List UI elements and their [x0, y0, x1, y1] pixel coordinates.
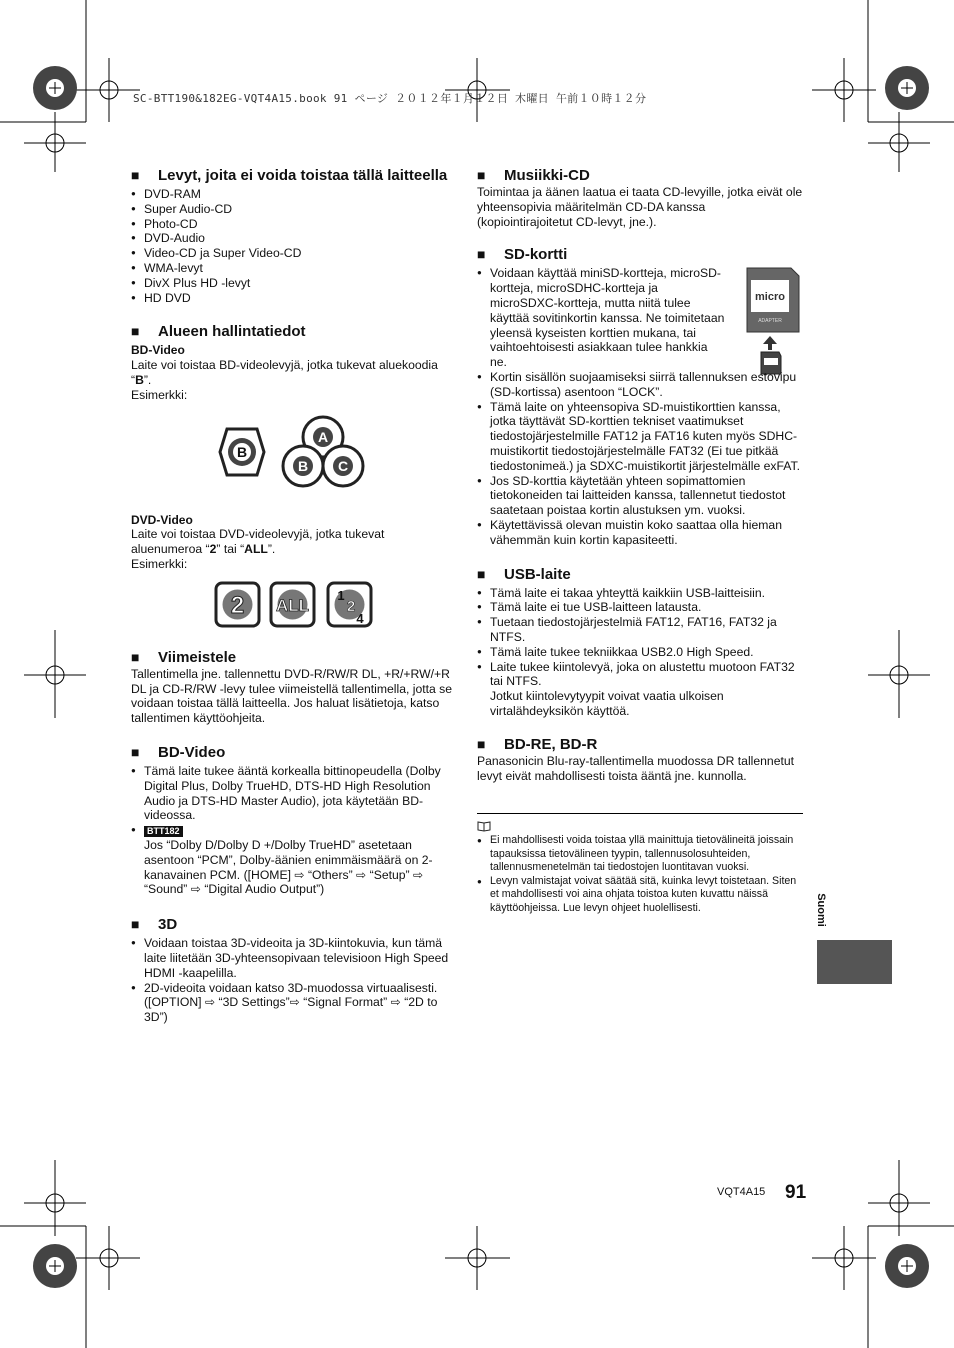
- list-item: ● Käytettävissä olevan muistin koko saattaa olla hieman vähemmän kuin kortin kapasiteetti.: [477, 518, 803, 548]
- notes-list: [477, 834, 803, 915]
- bd-region-text: Laite voi toistaa BD-videolevyjä, jotka tukevat aluekoodia “B”.: [131, 358, 438, 387]
- section-finalize: [131, 648, 453, 726]
- list-item: ● Voidaan käyttää miniSD-kortteja, microSD-kortteja, microSDHC-kortteja ja microSDXC-kortteja, mutta niitä tulee käyttää sovitinkortin kanssa. Ne toimitetaan yleensä kyseisten korttien mukana, tai vaihtoehtoisesti asiakkaan tulee hankkia ne.: [477, 266, 725, 370]
- example-label: Esimerkki:: [131, 556, 188, 571]
- dvd-region-2-icon: [216, 583, 259, 626]
- list-item: ● Tämä laite tukee ääntä korkealla bittinopeudella (Dolby Digital Plus, Dolby TrueHD, DTS-HD High Resolution Audio ja DTS-HD Master Audio), jota käytetään BD-videossa.: [131, 764, 453, 823]
- card-logo: micro: [755, 291, 785, 304]
- language-tab: [817, 940, 892, 984]
- section-title: ■ Viimeistele: [131, 648, 453, 667]
- section-sd-card: [477, 245, 803, 547]
- list-item: ● Super Audio-CD: [131, 202, 453, 217]
- section-usb-device: [477, 565, 803, 719]
- bd-region-b-icon: [220, 429, 264, 475]
- section-title: ■ Musiikki-CD: [477, 166, 803, 185]
- notes-box: [477, 813, 803, 915]
- section-region-management: [131, 322, 453, 631]
- list-item-text: Jos “Dolby D/Dolby D +/Dolby TrueHD” asetetaan asentoon “PCM”, Dolby-äänien enimmäismäärä on 2-kanavainen PCM. ([HOME] ⇨ “Others” ⇨ “Setup” ⇨ “Sound” ⇨ “Digital Audio Output”): [144, 837, 433, 897]
- document-code: VQT4A15: [717, 1186, 766, 1198]
- list-item: ● 2D-videoita voidaan katso 3D-muodossa virtuaalisesti. ([OPTION] ⇨ “3D Settings”⇨ “Signal Format” ⇨ “2D to 3D”): [131, 981, 453, 1025]
- section-music-cd: [477, 166, 803, 229]
- section-unplayable-discs: [131, 166, 453, 305]
- bd-video-list: [131, 764, 453, 897]
- music-cd-text: Toimintaa ja äänen laatua ei taata CD-levyille, jotka eivät ole yhteensopivia määritelmän CD-DA kanssa (kopiointirajoitetut CD-levyt, jne.).: [477, 185, 803, 229]
- list-item: ● Laite tukee kiintolevyä, joka on alustettu muotoon FAT32 tai NTFS.: [477, 660, 803, 690]
- section-title: ■ 3D: [131, 915, 453, 934]
- adapter-label: ADAPTER: [758, 318, 782, 325]
- logo-label: 2: [230, 591, 245, 619]
- dvd-video-label: DVD-Video: [131, 512, 193, 527]
- list-item: ● Photo-CD: [131, 217, 453, 232]
- list-item: ● DVD-Audio: [131, 231, 453, 246]
- bd-re-text: Panasonicin Blu-ray-tallentimella muodossa DR tallennetut levyt eivät mahdollisesti toista ääntä jne. kunnolla.: [477, 753, 795, 783]
- dvd-region-logos: [131, 580, 453, 632]
- sd-card-adapter-image: [743, 266, 801, 376]
- section-title: ■ Alueen hallintatiedot: [131, 322, 453, 341]
- list-item: ● Video-CD ja Super Video-CD: [131, 246, 453, 261]
- left-column: [131, 166, 453, 1038]
- logo-label: 1: [337, 587, 345, 603]
- section-bd-re-r: [477, 735, 803, 784]
- section-title: ■ SD-kortti: [477, 245, 803, 264]
- list-item: ● Tämä laite ei tue USB-laitteen latausta.: [477, 600, 803, 615]
- list-item: ● Tämä laite ei takaa yhteyttä kaikkiin USB-laitteisiin.: [477, 586, 803, 601]
- dvd-region-text: Laite voi toistaa DVD-videolevyjä, jotka tukevat aluenumeroa “2” tai “ALL”.: [131, 527, 385, 557]
- finalize-text: Tallentimella jne. tallennettu DVD-R/RW/R DL, +R/+RW/+R DL ja CD-R/RW -levy tulee viimeistellä tallentimella, jotta se voidaan toistaa tällä laitteella. Jos haluat lisätietoja, katso tallentimen käyttöohjeita.: [131, 666, 453, 726]
- logo-label: ALL: [275, 595, 310, 615]
- list-item: ● Jos SD-korttia käytetään yhteen sopimattomien tietokoneiden tai laitteiden kanssa, tallennetut tiedostot saatetaan poistaa kortin alustuksen ym. vuoksi.: [477, 474, 803, 518]
- section-title: ■ Levyt, joita ei voida toistaa tällä laitteella: [131, 166, 448, 185]
- unplayable-list: [131, 187, 453, 305]
- list-item: ● DivX Plus HD -levyt: [131, 276, 453, 291]
- dvd-region-all-icon: [271, 583, 314, 626]
- section-title: ■ BD-Video: [131, 743, 453, 762]
- logo-letter: A: [317, 428, 329, 445]
- book-icon: [477, 820, 491, 832]
- list-item: ● Tämä laite tukee tekniikkaa USB2.0 High Speed.: [477, 645, 803, 660]
- logo-letter: B: [236, 443, 248, 460]
- 3d-list: [131, 936, 453, 1025]
- model-badge: BTT182: [144, 826, 183, 837]
- usb-extra-text: Jotkut kiintolevytyypit voivat vaatia ulkoisen virtalähdeyksikön käyttöä.: [490, 689, 724, 718]
- list-item: ● HD DVD: [131, 291, 453, 306]
- print-header: SC-BTT190&182EG-VQT4A15.book 91 ページ ２０１２年１月１２日 木曜日 午前１０時１２分: [133, 92, 647, 105]
- section-title: ■ USB-laite: [477, 565, 803, 584]
- bd-region-abc-icon: [283, 417, 363, 486]
- bd-region-logos: [131, 411, 453, 493]
- list-item: ● WMA-levyt: [131, 261, 453, 276]
- section-bd-video: [131, 743, 453, 897]
- page-number: 91: [785, 1182, 807, 1203]
- language-tab-label: Suomi: [814, 893, 827, 927]
- section-3d: [131, 915, 453, 1025]
- list-item: ● Kortin sisällön suojaamiseksi siirrä tallennuksen estovipu (SD-kortissa) asentoon “LOCK”.: [477, 370, 803, 400]
- list-item: ● Tämä laite on yhteensopiva SD-muistikorttien kanssa, jotka täyttävät SD-korttien tekniset vaatimukset tiedostojärjestelmille FAT12 ja FAT16 kuten myös SDHC-muistikortit tiedostojärjestelmälle FAT32 (Ei tue pitkää tiedostonimeä.) ja SDXC-muistikortit järjestelmälle exFAT.: [477, 400, 803, 474]
- list-item: ● Voidaan toistaa 3D-videoita ja 3D-kiintokuvia, kun tämä laite liitetään 3D-yhteensopivaan televisioon High Speed HDMI -kaapelilla.: [131, 936, 453, 980]
- list-item: ● Levyn valmistajat voivat säätää sitä, kuinka levyt toistetaan. Siten et mahdollisesti voi aina ohjata toistoa kuten kuvattu näissä käyttöohjeissa. Lue levyn ohjeet huolellisesti.: [477, 875, 803, 916]
- bd-video-label: BD-Video: [131, 343, 185, 358]
- list-item: ● DVD-RAM: [131, 187, 453, 202]
- list-item: ● Tuetaan tiedostojärjestelmiä FAT12, FAT16, FAT32 ja NTFS.: [477, 615, 803, 645]
- logo-letter: C: [337, 457, 349, 474]
- example-label: Esimerkki:: [131, 387, 188, 402]
- right-column: [477, 166, 803, 915]
- section-title: ■ BD-RE, BD-R: [477, 735, 803, 754]
- usb-list: [477, 586, 803, 690]
- logo-label: 4: [356, 610, 364, 626]
- dvd-region-124-icon: [328, 583, 371, 626]
- logo-label: 2: [346, 597, 356, 615]
- logo-letter: B: [297, 457, 309, 474]
- list-item: ● Ei mahdollisesti voida toistaa yllä mainittuja tietovälineitä joissain tapauksissa tietovälineen tyypin, tallennusolosuhteiden, tallennusmenetelmän tai tiedostojen luontitavan vuoksi.: [477, 834, 803, 875]
- list-item: [131, 823, 453, 897]
